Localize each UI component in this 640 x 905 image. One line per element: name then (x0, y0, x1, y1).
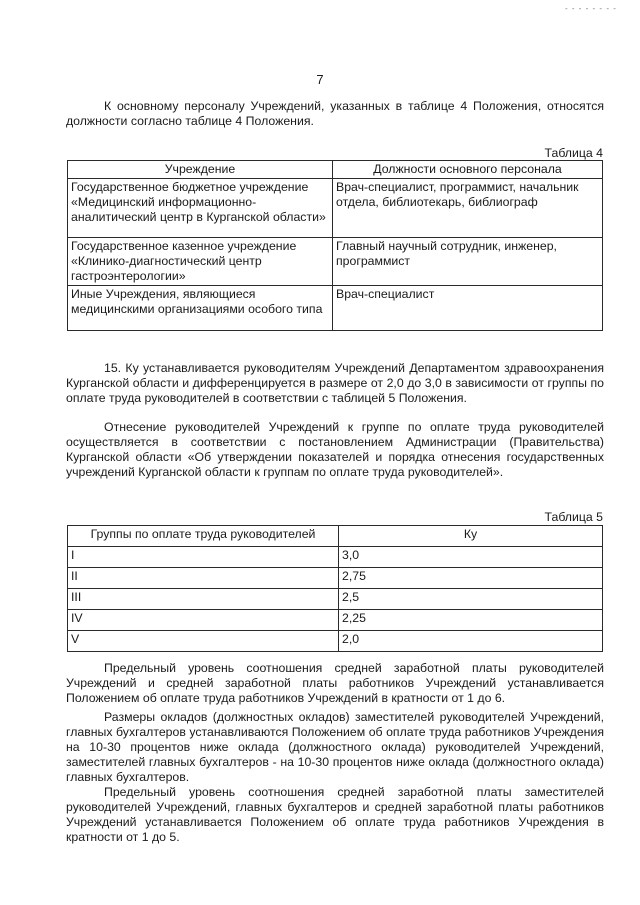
table-cell: Врач-специалист, программист, начальник отдела, библиотекарь, библиограф (333, 179, 603, 238)
paragraph-salaries: Размеры окладов (должностных окладов) заместителей руководителей Учреждений, главных бухгалтеров устанавливаются Положением об оплате труда работников Учреждения на 10-30 процентов ниже оклада (должностного оклада) руководителей Учреждений, заместителей главных бухгалтеров - на 10-30 процентов ниже оклада (должностного оклада) главных бухгалтеров. (66, 710, 604, 784)
table4-caption: Таблица 4 (544, 146, 603, 160)
table-header-cell: Ку (339, 526, 603, 547)
table-cell: 2,5 (339, 589, 603, 610)
table-cell: 2,25 (339, 610, 603, 631)
table-4 (67, 160, 603, 331)
table-cell: 3,0 (339, 547, 603, 568)
table5-caption: Таблица 5 (544, 510, 603, 524)
table-row (68, 610, 603, 631)
paragraph-intro: К основному персоналу Учреждений, указанных в таблице 4 Положения, относятся должности согласно таблице 4 Положения. (66, 99, 604, 128)
table-cell: II (68, 568, 339, 589)
table-cell: 2,0 (339, 631, 603, 652)
table-row (68, 286, 603, 331)
table-row (68, 568, 603, 589)
table-header-row (68, 161, 603, 179)
table-row (68, 631, 603, 652)
table-header-cell: Учреждение (68, 161, 333, 179)
table-cell: IV (68, 610, 339, 631)
paragraph-15: 15. Ку устанавливается руководителям Учреждений Департаментом здравоохранения Курганской области и дифференцируется в размере от 2,0 до 3,0 в зависимости от группы по оплате труда руководителей в соответствии с таблицей 5 Положения. (66, 361, 604, 405)
table-cell: I (68, 547, 339, 568)
table-cell: Государственное бюджетное учреждение «Медицинский информационно-аналитический центр в Курганской области» (68, 179, 333, 238)
paragraph-ratio-2: Предельный уровень соотношения средней заработной платы заместителей руководителей Учреждений, главных бухгалтеров и средней заработной платы работников Учреждений устанавливается Положением об оплате труда работников Учреждения в кратности от 1 до 5. (66, 785, 604, 844)
table-5 (67, 525, 603, 652)
table-header-cell: Группы по оплате труда руководителей (68, 526, 339, 547)
table-cell: Иные Учреждения, являющиеся медицинскими организациями особого типа (68, 286, 333, 331)
table-row (68, 547, 603, 568)
table-cell: Врач-специалист (333, 286, 603, 331)
corner-mark: - - - - - - - - (565, 4, 617, 13)
table-row (68, 238, 603, 286)
table-cell: III (68, 589, 339, 610)
table-cell: 2,75 (339, 568, 603, 589)
table-cell: Главный научный сотрудник, инженер, программист (333, 238, 603, 286)
paragraph-assignment: Отнесение руководителей Учреждений к группе по оплате труда руководителей осуществляется в соответствии с постановлением Администрации (Правительства) Курганской области «Об утверждении показателей и порядка отнесения государственных учреждений Курганской области к группам по оплате труда руководителей». (66, 420, 604, 479)
table-row (68, 589, 603, 610)
paragraph-ratio-1: Предельный уровень соотношения средней заработной платы руководителей Учреждений и средней заработной платы работников Учреждений устанавливается Положением об оплате труда работников Учреждений в кратности от 1 до 6. (66, 661, 604, 705)
table-header-row (68, 526, 603, 547)
table-header-cell: Должности основного персонала (333, 161, 603, 179)
table-cell: Государственное казенное учреждение «Клинико-диагностический центр гастроэнтерологии» (68, 238, 333, 286)
table-cell: V (68, 631, 339, 652)
page-number: 7 (316, 72, 324, 87)
table-row (68, 179, 603, 238)
